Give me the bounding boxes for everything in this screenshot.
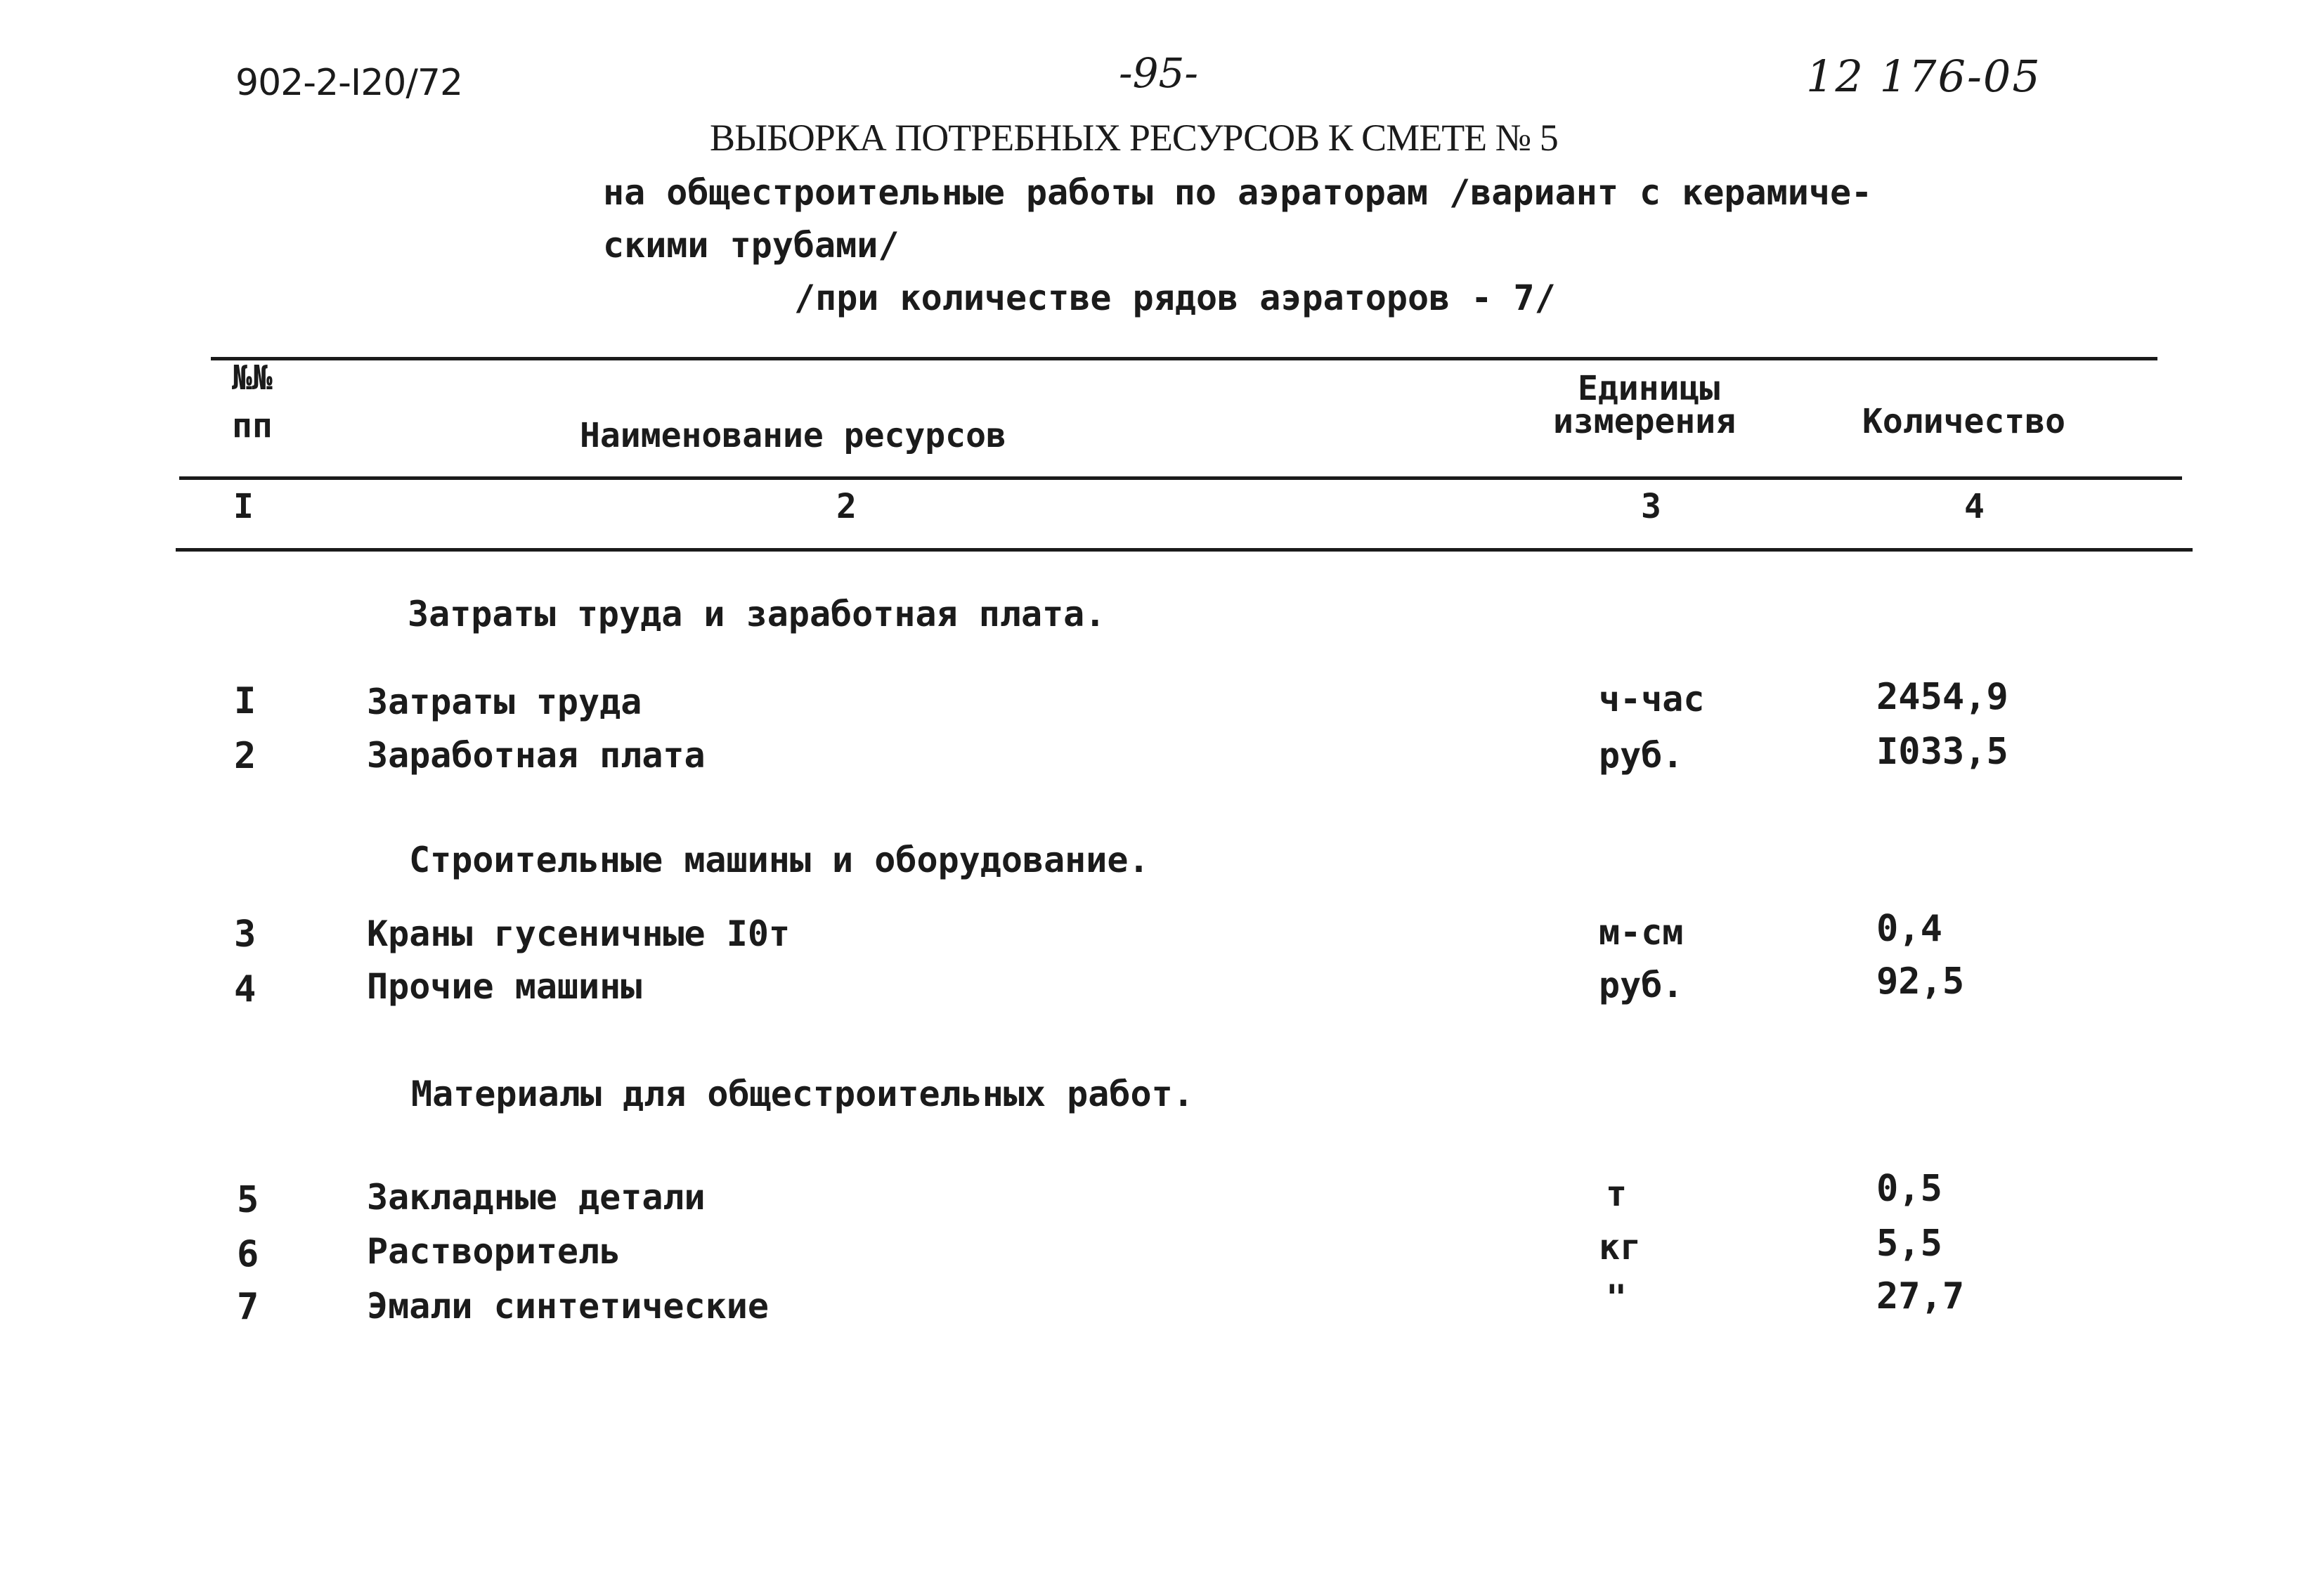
table-header-rule [179, 476, 2182, 480]
table-top-rule [211, 357, 2157, 360]
row-4-name: Прочие машины [367, 966, 642, 1007]
table-numbering-rule [176, 548, 2193, 552]
column-number-4: 4 [1964, 487, 1985, 526]
row-3-qty: 0,4 [1876, 908, 1942, 950]
row-7-unit: " [1606, 1277, 1628, 1318]
row-7-qty: 27,7 [1876, 1275, 1965, 1317]
row-5-qty: 0,5 [1876, 1168, 1942, 1210]
section-title-labor: Затраты труда и заработная плата. [408, 594, 1106, 634]
column-number-1: I [233, 487, 254, 526]
row-6-name: Растворитель [367, 1231, 621, 1272]
column-header-qty: Количество [1862, 402, 2065, 441]
row-5-num: 5 [237, 1179, 259, 1221]
row-1-qty: 2454,9 [1876, 676, 2008, 718]
row-4-num: 4 [234, 968, 257, 1010]
document-code: 902-2-I20/72 [235, 62, 463, 104]
section-title-materials: Материалы для общестроительных работ. [411, 1074, 1194, 1114]
row-1-unit: ч-час [1599, 679, 1705, 719]
section-title-machines: Строительные машины и оборудование. [409, 840, 1150, 880]
column-number-3: 3 [1641, 487, 1661, 526]
document-subtitle-line-3: /при количестве рядов аэраторов - 7/ [794, 278, 1556, 318]
document-title: ВЫБОРКА ПОТРЕБНЫХ РЕСУРСОВ К СМЕТЕ № 5 [710, 117, 1558, 159]
row-4-qty: 92,5 [1876, 960, 1965, 1003]
archive-number: 12 176-05 [1806, 51, 2041, 102]
row-4-unit: руб. [1599, 965, 1684, 1005]
column-header-num-line-2: пп [232, 406, 273, 445]
document-subtitle-line-2: скими трубами/ [603, 225, 900, 266]
row-2-unit: руб. [1599, 735, 1684, 776]
row-5-unit: т [1606, 1173, 1628, 1214]
row-7-num: 7 [237, 1286, 259, 1328]
row-5-name: Закладные детали [367, 1177, 706, 1218]
row-2-qty: I033,5 [1876, 731, 2008, 773]
row-3-name: Краны гусеничные I0т [367, 913, 791, 954]
column-header-name: Наименование ресурсов [580, 416, 1006, 455]
row-3-unit: м-см [1599, 912, 1684, 953]
row-2-num: 2 [234, 735, 257, 777]
row-1-name: Затраты труда [367, 682, 642, 722]
row-7-name: Эмали синтетические [367, 1286, 769, 1327]
row-3-num: 3 [234, 913, 257, 956]
row-1-num: I [234, 680, 257, 722]
page-number: -95- [1119, 49, 1198, 97]
document-subtitle-line-1: на общестроительные работы по аэраторам /вариант с керамиче- [603, 172, 1873, 213]
column-number-2: 2 [836, 487, 857, 526]
column-header-unit-line-2: измерения [1553, 402, 1736, 441]
row-2-name: Заработная плата [367, 735, 706, 776]
column-header-num-line-1: №№ [232, 358, 273, 398]
row-6-unit: кг [1599, 1227, 1642, 1268]
row-6-num: 6 [237, 1233, 259, 1275]
column-header-unit-line-1: Единицы [1578, 369, 1720, 408]
row-6-qty: 5,5 [1876, 1223, 1942, 1265]
